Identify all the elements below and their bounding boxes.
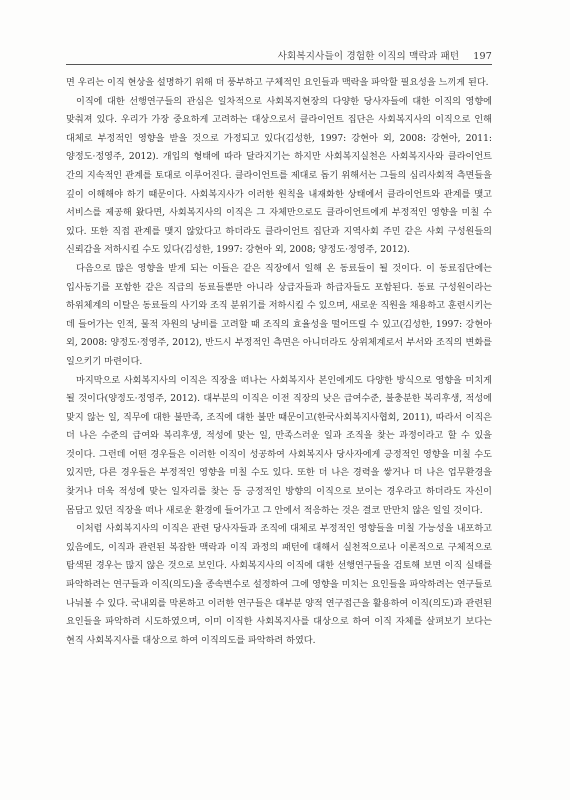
running-header (66, 44, 492, 62)
paragraph: 다음으로 많은 영향을 받게 되는 이들은 같은 직장에서 일해 온 동료들이 될 것이다. 이 동료집단에는 입사동기를 포함한 같은 직급의 동료들뿐만 아니라 상급자들과 하급자들도 포함된다. 동료 구성원이라는 하위체계의 이탈은 동료들의 사기와 조직 분위기를 저하시킬 수 있으며, 새로운 직원을 채용하고 훈련시키는 데 들어가는 인적, 물적 자원의 낭비를 고려할 때 조직의 효율성을 떨어뜨릴 수 있고(김성한, 1997: 강현아 외, 2008: 양정도·정영주, 2012), 반드시 부정적인 측면은 아니더라도 상위체계로서 부서와 조직의 변화를 일으키기 마련이다. (66, 263, 492, 367)
paragraph: 마지막으로 사회복지사의 이직은 직장을 떠나는 사회복지사 본인에게도 다양한 방식으로 영향을 미치게 될 것이다(양정도·정영주, 2012). 대부분의 이직은 이전 직장의 낮은 급여수준, 불충분한 복리후생, 적성에 맞지 않는 일, 직무에 대한 불만족, 조직에 대한 불만 때문이고(한국사회복지사협회, 2011), 따라서 이직은 더 나은 수준의 급여와 복리후생, 적성에 맞는 일, 만족스러운 일과 조직을 찾는 과정이라고 할 수 있을 것이다. 그런데 어떤 경우들은 이러한 이직이 성공하여 사회복지사 당사자에게 긍정적인 영향을 미칠 수도 있지만, 다른 경우들은 부정적인 영향을 미칠 수도 있다. 또한 더 나은 경력을 쌓거나 더 나은 업무환경을 찾거나 더욱 적성에 맞는 일자리를 찾는 등 긍정적인 방향의 이직으로 보이는 경우라고 하더라도 자신이 몸담고 있던 직장을 떠나 새로운 환경에 들어가고 그 안에서 적응하는 것은 결코 만만치 않은 일일 것이다. (66, 375, 492, 516)
running-title: 사회복지사들이 경험한 이직의 맥락과 패턴 (277, 51, 460, 62)
page-number: 197 (473, 51, 492, 62)
paragraph-continuation: 면 우리는 이직 현상을 설명하기 위해 더 풍부하고 구체적인 요인들과 맥락을 파악할 필요성을 느끼게 된다. (66, 78, 489, 88)
body-text (66, 74, 492, 650)
header-divider (66, 64, 492, 65)
paragraph: 이직에 대한 선행연구들의 관심은 일차적으로 사회복지현장의 다양한 당사자들에 대한 이직의 영향에 맞춰져 있다. 우리가 가장 중요하게 고려하는 대상으로서 클라이언트 집단은 사회복지사의 이직으로 인해 대체로 부정적인 영향을 받을 것으로 가정되고 있다(김성한, 1997: 강현아 외, 2008: 강현아, 2011: 양정도·정영주, 2012). 개입의 형태에 따라 달라지기는 하지만 사회복지실천은 사회복지사와 클라이언트 간의 지속적인 관계를 토대로 이루어진다. 클라이언트를 제대로 돕기 위해서는 그들의 심리사회적 측면들을 깊이 이해해야 하기 때문이다. 사회복지사가 이러한 원칙을 내재화한 상태에서 클라이언트와 관계를 맺고 서비스를 제공해 왔다면, 사회복지사의 이직은 그 자체만으로도 클라이언트에게 부정적인 영향을 미칠 수 있다. 또한 직접 관계를 맺지 않았다고 하더라도 클라이언트 집단과 지역사회 주민 같은 사회 구성원들의 신뢰감을 저하시킬 수도 있다(김성한, 1997: 강현아 외, 2008; 양정도·정영주, 2012). (66, 96, 492, 256)
paragraph: 이처럼 사회복지사의 이직은 관련 당사자들과 조직에 대체로 부정적인 영향들을 미칠 가능성을 내포하고 있음에도, 이직과 관련된 복잡한 맥락과 이직 과정의 패턴에 대해서 실천적으로나 이론적으로 구체적으로 탐색된 경우는 많지 않은 것으로 보인다. 사회복지사의 이직에 대한 선행연구들을 검토해 보면 이직 실태를 파악하려는 연구들과 이직(의도)을 종속변수로 설정하여 그에 영향을 미치는 요인들을 파악하려는 연구들로 나눠볼 수 있다. 국내외를 막론하고 이러한 연구들은 대부분 양적 연구접근을 활용하여 이직(의도)과 관련된 요인들을 파악하려 시도하였으며, 이미 이직한 사회복지사를 대상으로 하여 이직 자체를 살펴보기 보다는 현직 사회복지사를 대상으로 하여 이직의도를 파악하려 하였다. (66, 524, 492, 646)
